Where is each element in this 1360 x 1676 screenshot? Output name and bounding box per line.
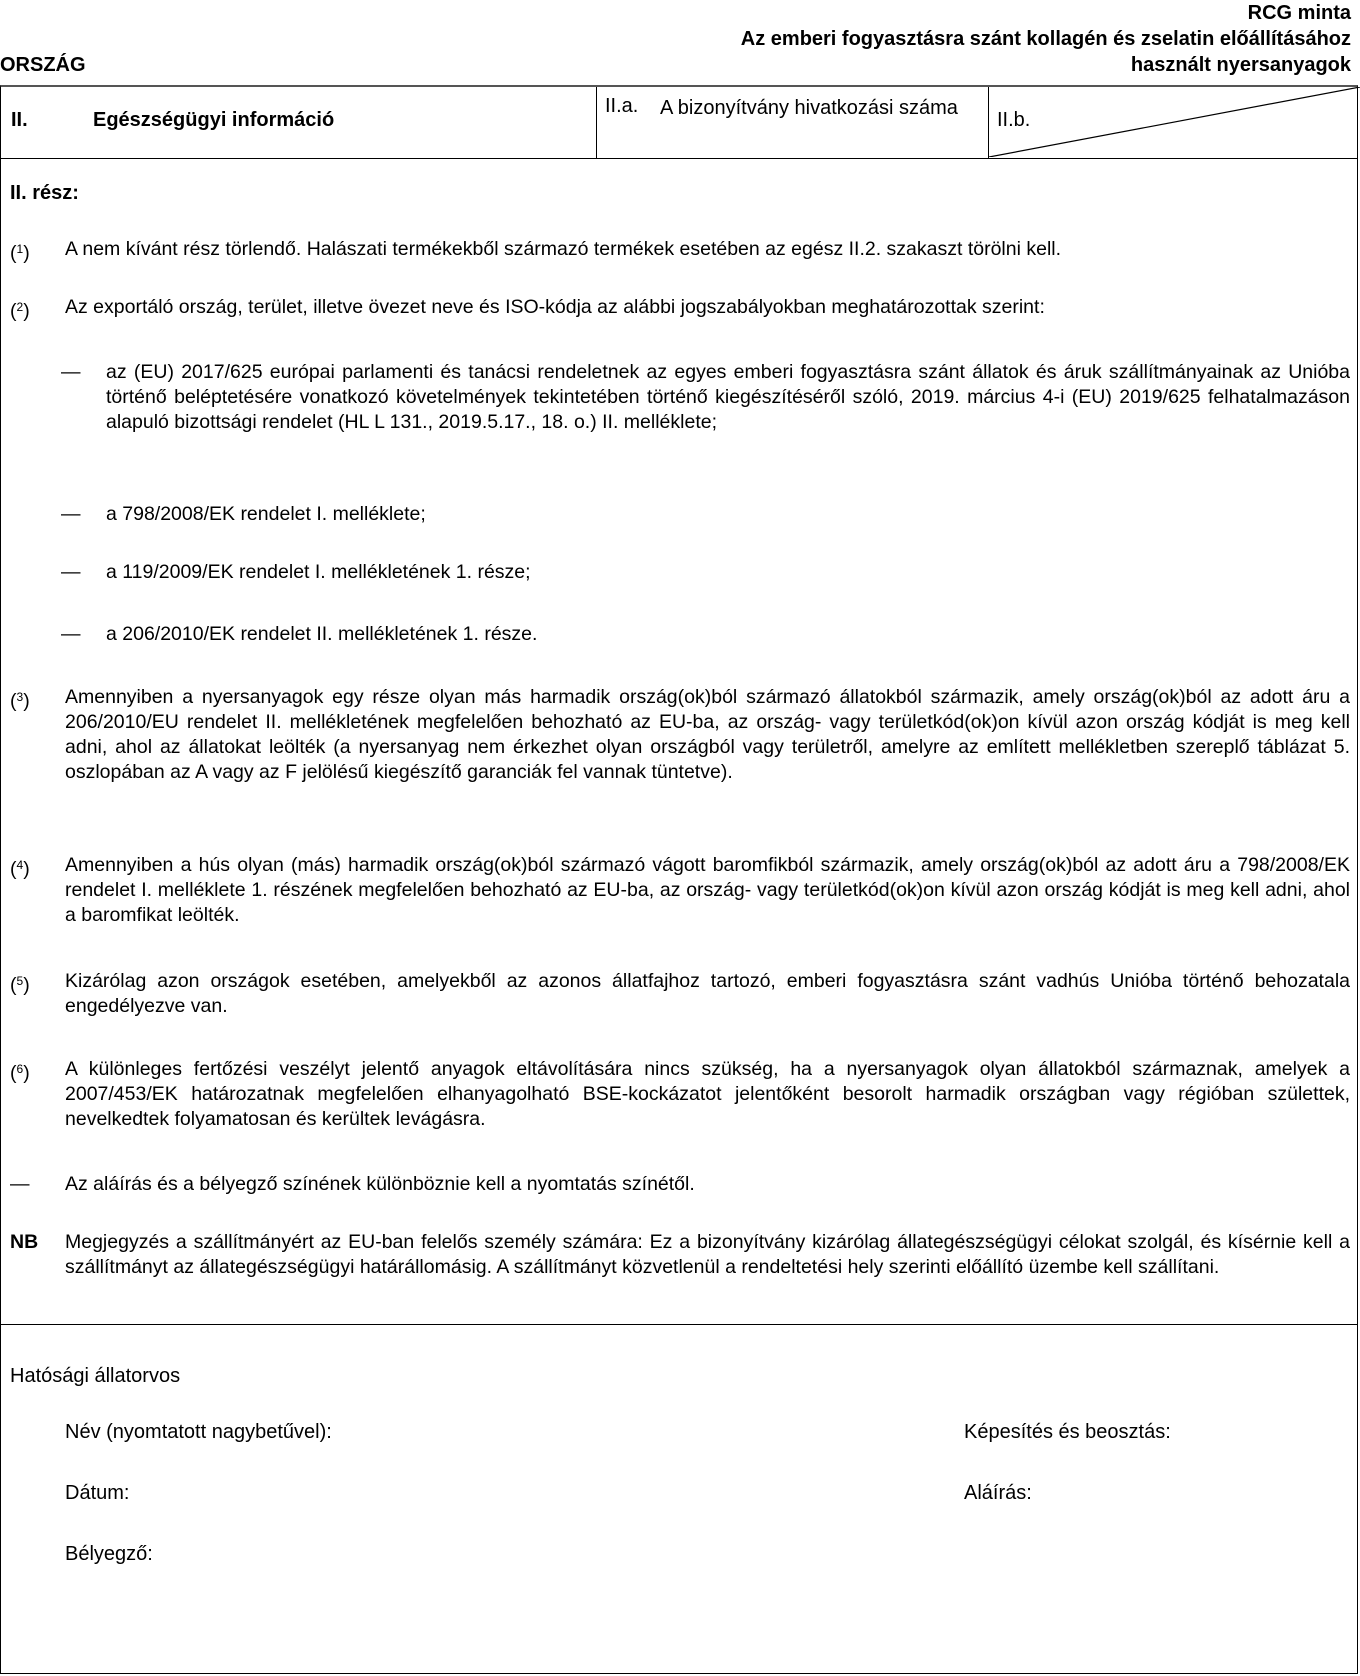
qualification-field-label[interactable]: Képesítés és beosztás: — [964, 1421, 1171, 1443]
certificate-frame — [0, 85, 1358, 1674]
section-header-row — [1, 87, 1357, 159]
document-title-line2: használt nyersanyagok — [1130, 54, 1351, 76]
bullet-item — [61, 502, 1350, 527]
footnote-3 — [10, 685, 1350, 785]
footnote-text: Kizárólag azon országok esetében, amelyekből az azonos állatfajhoz tartozó, emberi fogyasztásra szánt vadhús Unióba történő behozatala engedélyezve van. — [65, 970, 1350, 1017]
footnote-marker: ($^2$) — [10, 300, 30, 322]
bullet-item — [61, 360, 1350, 435]
country-label: ORSZÁG — [0, 54, 86, 76]
footnote-marker: ($^4$) — [10, 858, 30, 880]
nb-marker: NB — [10, 1231, 39, 1253]
model-label: RCG minta — [1247, 2, 1351, 24]
footnote-marker: ($^6$) — [10, 1062, 30, 1084]
dash-marker: — — [61, 561, 81, 583]
bullet-item — [61, 560, 1350, 585]
footnote-5 — [10, 969, 1350, 1019]
bullet-text: a 119/2009/EK rendelet I. mellékletének 1. része; — [106, 561, 531, 583]
section-title-cell — [1, 87, 596, 158]
footnote-marker: ($^5$) — [10, 974, 30, 996]
date-field-label[interactable]: Dátum: — [65, 1482, 130, 1504]
nb-text: Megjegyzés a szállítmányért az EU-ban felelős személy számára: Ez a bizonyítvány kizárólag állategészségügyi célokat szolgál, és kísérnie kell a szállítmányt az állategészségügyi határállomásig. A szállítmányt közvetlenül a rendeltetési hely szerinti előállító üzembe kell szállítani. — [65, 1231, 1350, 1278]
bullet-text: a 206/2010/EK rendelet II. mellékletének 1. része. — [106, 623, 538, 645]
footnote-1 — [10, 237, 1350, 262]
color-note-text: Az aláírás és a bélyegző színének különböznie kell a nyomtatás színétől. — [65, 1173, 695, 1195]
signature-section — [1, 1324, 1357, 1565]
reference-number-cell[interactable] — [596, 87, 988, 158]
dash-marker: — — [10, 1173, 30, 1195]
part-title: II. rész: — [10, 182, 79, 204]
footnote-marker: ($^3$) — [10, 690, 30, 712]
footnote-text: A nem kívánt rész törlendő. Halászati termékekből származó termékek esetében az egész II.2. szakaszt törölni kell. — [65, 238, 1062, 260]
footnote-6 — [10, 1057, 1350, 1132]
bullet-text: az (EU) 2017/625 európai parlamenti és tanácsi rendeletnek az egyes emberi fogyasztásra szánt állatok és áruk szállítmányainak az Unióba történő beléptetésére vonatkozó követelmények tekintetében történő kiegészítéséről szóló, 2019. március 4-i (EU) 2019/625 felhatalmazáson alapuló bizottsági rendelet (HL L 131., 2019.5.17., 18. o.) II. melléklete; — [106, 361, 1350, 433]
iib-label: II.b. — [997, 109, 1031, 131]
footnote-text: Amennyiben a nyersanyagok egy része olyan más harmadik ország(ok)ból származó állatokból származik, amely ország(ok)ból az adott áru a 206/2010/EU rendelet II. mellékletének megfelelően behozható az EU-ba, az ország- vagy területkód(ok)on kívül azon ország kódját is meg kell adni, ahol az állatokat leölték (a nyersanyag nem érkezhet olyan országból vagy területről, amelyre az említett mellékletben szereplő táblázat 5. oszlopában az A vagy az F jelölésű kiegészítő garanciák fel vannak tüntetve). — [65, 686, 1350, 783]
footnote-text: Amennyiben a hús olyan (más) harmadik ország(ok)ból származó vágott baromfikból származik, amely ország(ok)ból az adott áru a 798/2008/EK rendelet I. melléklete 1. részének megfelelően behozható az EU-ba, az ország- vagy területkód(ok)on kívül azon ország kódját is meg kell adni, ahol a baromfikat leölték. — [65, 854, 1350, 926]
bullet-text: a 798/2008/EK rendelet I. melléklete; — [106, 503, 426, 525]
official-vet-title: Hatósági állatorvos — [10, 1365, 181, 1387]
section-number: II. — [11, 109, 28, 131]
footnote-4 — [10, 853, 1350, 928]
section-title: Egészségügyi információ — [93, 109, 335, 131]
dash-marker: — — [61, 503, 81, 525]
nb-note — [10, 1230, 1350, 1280]
document-title-line1: Az emberi fogyasztásra szánt kollagén és zselatin előállításához — [740, 28, 1351, 50]
reference-number-label: A bizonyítvány hivatkozási száma — [660, 97, 958, 119]
color-note — [10, 1172, 1350, 1197]
stamp-field-label[interactable]: Bélyegző: — [65, 1543, 153, 1565]
iib-cell — [988, 87, 1357, 158]
dash-marker: — — [61, 361, 81, 383]
footnote-text: A különleges fertőzési veszélyt jelentő anyagok eltávolítására nincs szükség, ha a nyersanyagok olyan állatokból származnak, amelyek a 2007/453/EK határozatnak megfelelően elhanyagolható BSE-kockázatot jelentőként besorolt harmadik országban vagy régióban születtek, nevelkedtek folyamatosan és kerültek levágásra. — [65, 1058, 1350, 1130]
dash-marker: — — [61, 623, 81, 645]
footnote-2 — [10, 295, 1350, 320]
reference-number-label-num: II.a. — [605, 95, 639, 117]
bullet-item — [61, 622, 1350, 647]
signature-field-label[interactable]: Aláírás: — [964, 1482, 1032, 1504]
document-header — [741, 0, 1351, 78]
name-field-label[interactable]: Név (nyomtatott nagybetűvel): — [65, 1421, 332, 1443]
footnote-text: Az exportáló ország, terület, illetve övezet neve és ISO-kódja az alábbi jogszabályokban meghatározottak szerint: — [65, 296, 1045, 318]
diagonal-strike-icon — [989, 87, 1360, 157]
footnote-marker: ($^1$) — [10, 242, 30, 264]
